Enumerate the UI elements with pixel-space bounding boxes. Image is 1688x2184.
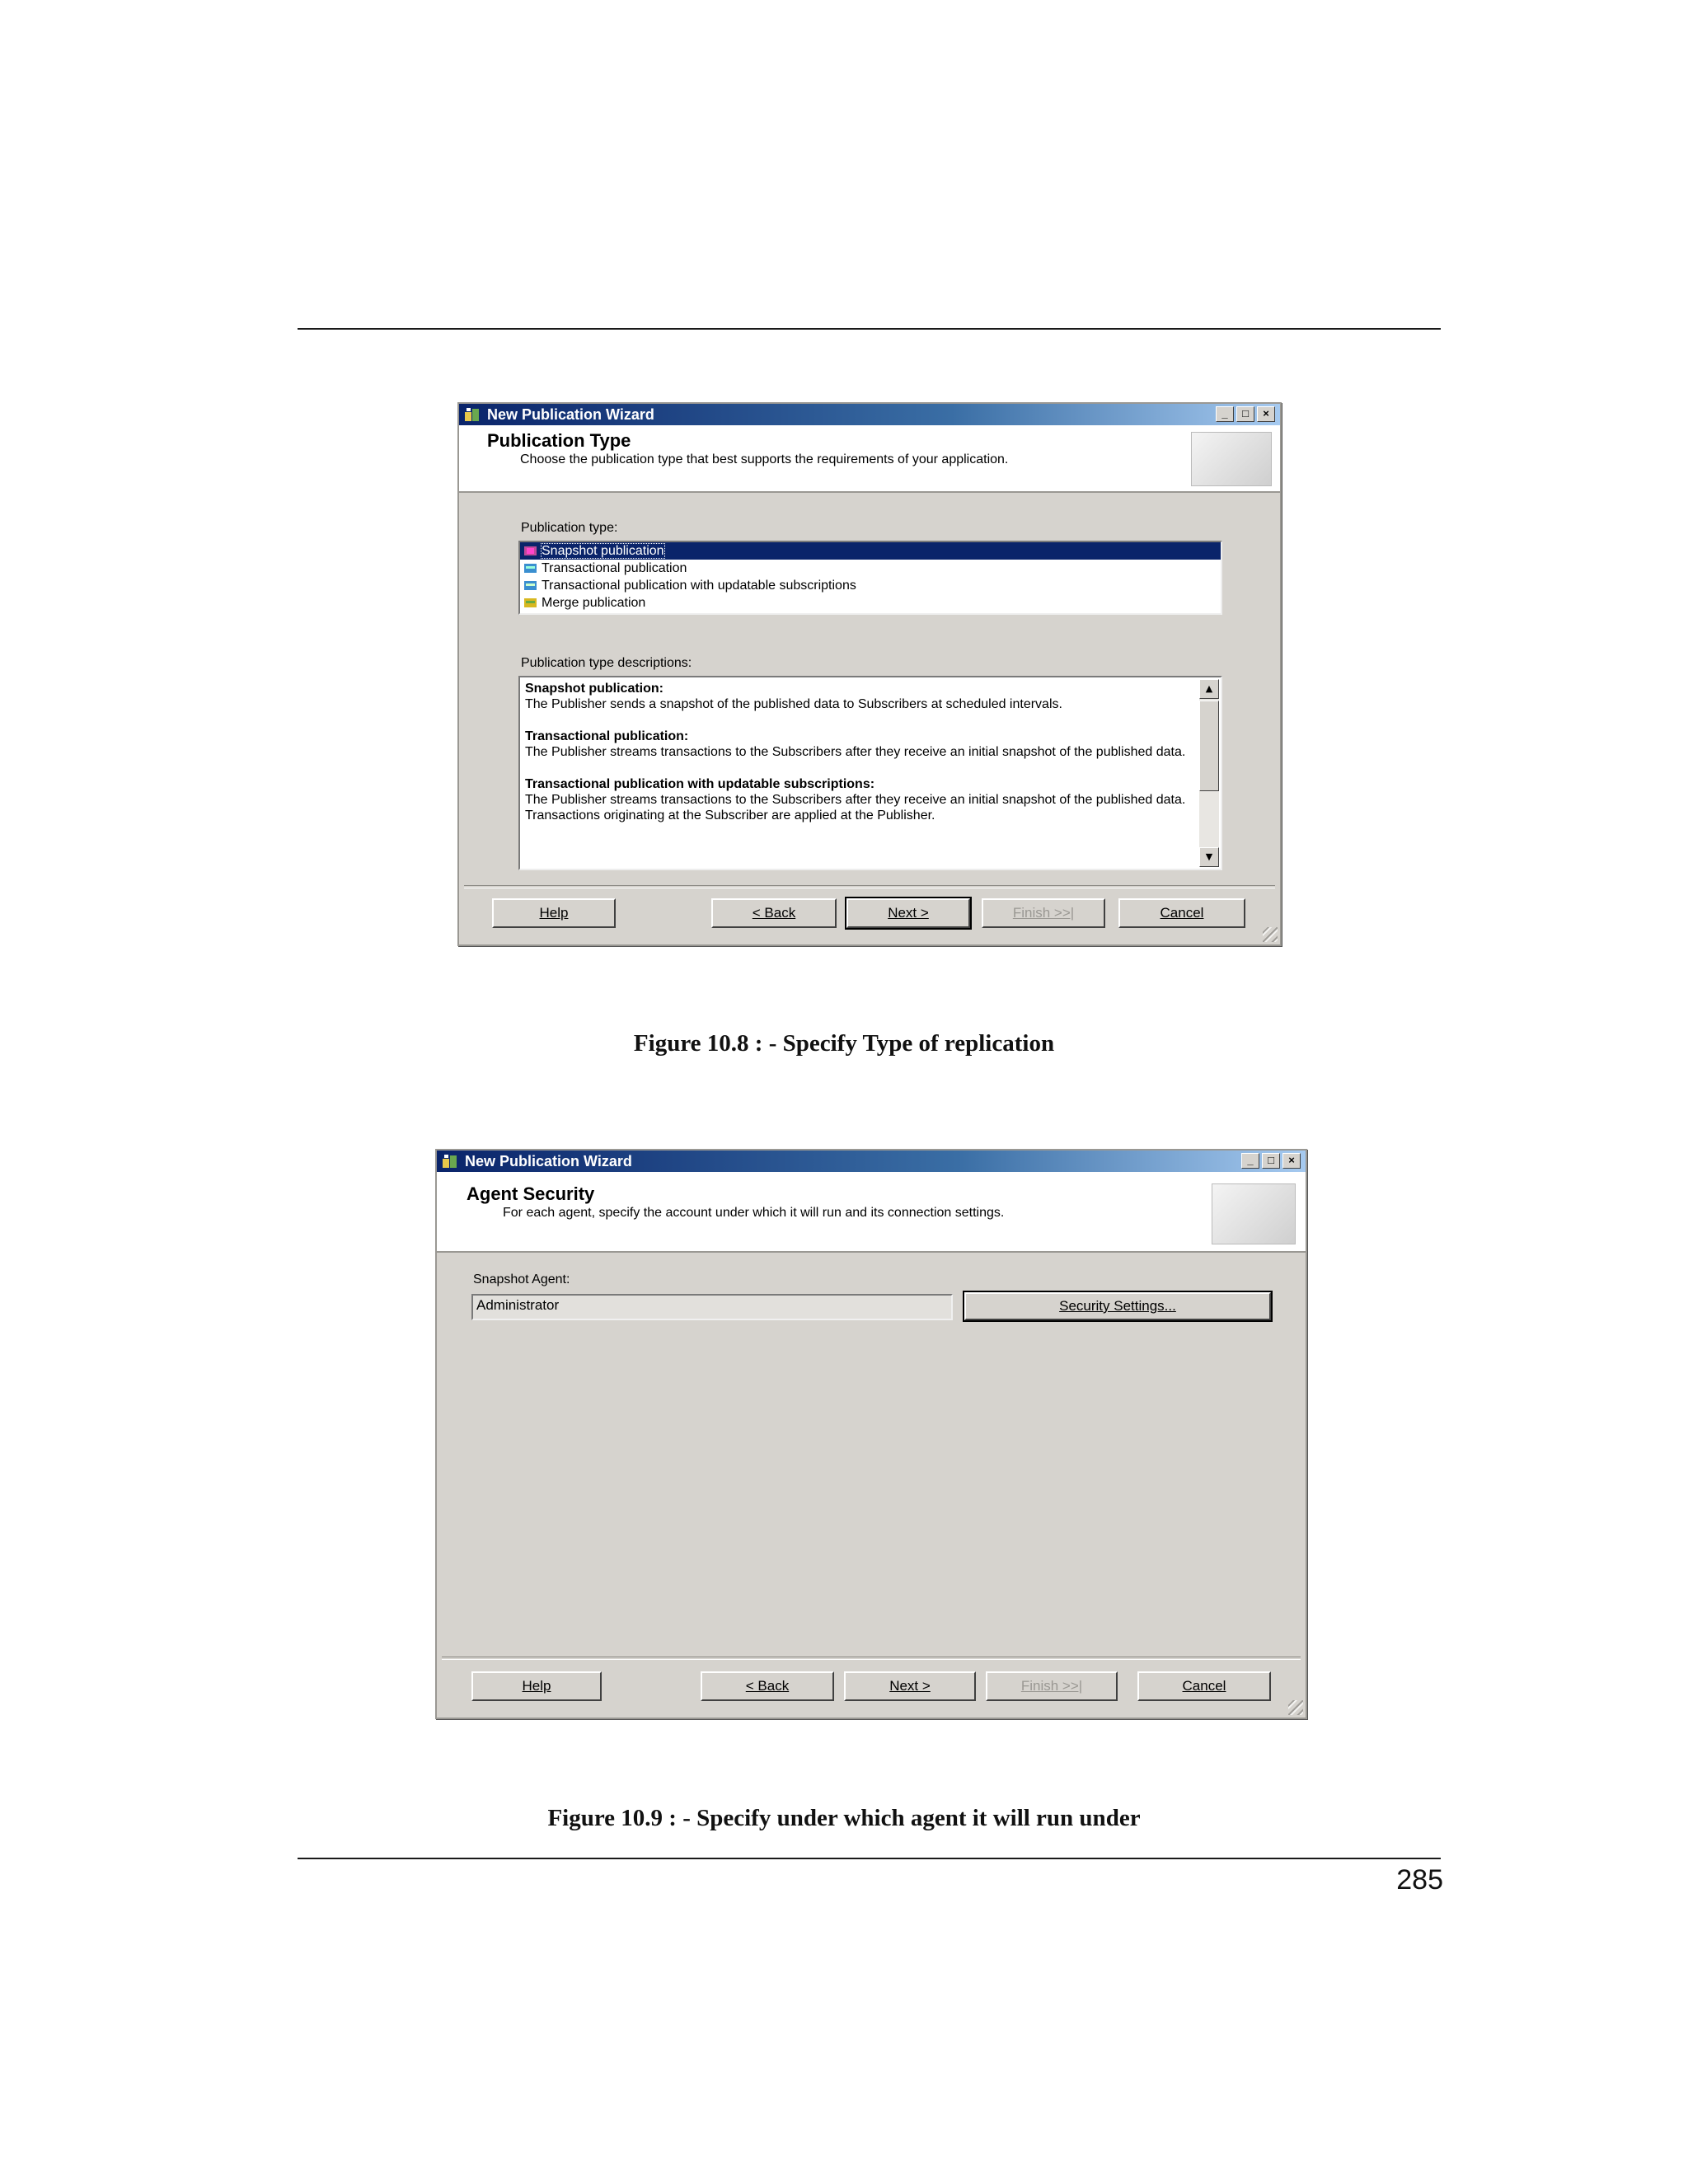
scroll-thumb[interactable] bbox=[1199, 701, 1219, 791]
wizard-header-graphic bbox=[1191, 432, 1272, 486]
updatable-subscriptions-icon bbox=[524, 580, 537, 591]
security-settings-button[interactable]: Security Settings... bbox=[964, 1292, 1271, 1320]
next-button[interactable]: Next > bbox=[844, 1671, 976, 1701]
wizard-app-icon bbox=[442, 1154, 458, 1169]
close-icon[interactable]: × bbox=[1282, 1153, 1301, 1169]
list-item[interactable]: Transactional publication bbox=[520, 560, 1221, 577]
page-title: Publication Type bbox=[487, 430, 631, 451]
finish-button[interactable]: Finish >>| bbox=[982, 898, 1105, 928]
transactional-icon bbox=[524, 563, 537, 574]
figure-caption: Figure 10.8 : - Specify Type of replication bbox=[633, 1030, 1055, 1057]
help-button[interactable]: Help bbox=[492, 898, 616, 928]
page-title: Agent Security bbox=[467, 1183, 595, 1204]
list-item[interactable]: Snapshot publication bbox=[520, 542, 1221, 560]
page-number: 285 bbox=[1396, 1864, 1443, 1896]
figure-caption: Figure 10.9 : - Specify under which agent it will run under bbox=[547, 1805, 1141, 1831]
description-title: Transactional publication with updatable subscriptions: bbox=[525, 777, 875, 791]
wizard-header bbox=[459, 425, 1280, 493]
minimize-icon[interactable]: _ bbox=[1216, 406, 1234, 422]
resize-grip-icon[interactable] bbox=[1288, 1700, 1303, 1715]
bottom-rule bbox=[298, 1858, 1441, 1859]
minimize-icon[interactable]: _ bbox=[1241, 1153, 1259, 1169]
button-separator bbox=[464, 885, 1275, 888]
wizard-header bbox=[437, 1172, 1306, 1253]
wizard-app-icon bbox=[464, 407, 481, 422]
descriptions-box[interactable] bbox=[518, 676, 1222, 870]
maximize-icon[interactable]: □ bbox=[1236, 406, 1254, 422]
list-item[interactable]: Transactional publication with updatable subscriptions bbox=[520, 577, 1221, 594]
page-description: Choose the publication type that best supports the requirements of your application. bbox=[520, 452, 1009, 466]
description-text: The Publisher streams transactions to the Subscribers after they receive an initial snapshot of the published data. Transactions originating at the Subscriber are applied at the Publisher. bbox=[525, 793, 1186, 823]
next-button[interactable]: Next > bbox=[846, 898, 970, 928]
merge-icon bbox=[524, 598, 537, 608]
help-button[interactable]: Help bbox=[471, 1671, 602, 1701]
description-text: The Publisher sends a snapshot of the published data to Subscribers at scheduled intervals. bbox=[525, 697, 1062, 711]
finish-button[interactable]: Finish >>| bbox=[986, 1671, 1118, 1701]
publication-type-label: Publication type: bbox=[521, 521, 618, 535]
scroll-up-icon[interactable]: ▲ bbox=[1199, 679, 1219, 699]
description-title: Transactional publication: bbox=[525, 729, 689, 743]
top-rule bbox=[298, 328, 1441, 330]
back-button[interactable]: < Back bbox=[711, 898, 837, 928]
window-title: New Publication Wizard bbox=[487, 406, 654, 423]
descriptions-label: Publication type descriptions: bbox=[521, 656, 692, 670]
snapshot-agent-label: Snapshot Agent: bbox=[473, 1272, 570, 1286]
snapshot-icon bbox=[524, 546, 537, 556]
cancel-button[interactable]: Cancel bbox=[1137, 1671, 1271, 1701]
close-icon[interactable]: × bbox=[1257, 406, 1275, 422]
wizard-header-graphic bbox=[1212, 1183, 1296, 1244]
list-item[interactable]: Merge publication bbox=[520, 594, 1221, 612]
window-title: New Publication Wizard bbox=[465, 1153, 632, 1169]
back-button[interactable]: < Back bbox=[701, 1671, 834, 1701]
button-separator bbox=[442, 1657, 1301, 1660]
wizard-window-agent-security bbox=[435, 1149, 1307, 1719]
wizard-window-publication-type bbox=[457, 402, 1282, 946]
description-title: Snapshot publication: bbox=[525, 682, 663, 696]
maximize-icon[interactable]: □ bbox=[1262, 1153, 1280, 1169]
description-text: The Publisher streams transactions to the Subscribers after they receive an initial snapshot of the published data. bbox=[525, 745, 1186, 759]
snapshot-agent-field: Administrator bbox=[471, 1294, 953, 1320]
resize-grip-icon[interactable] bbox=[1263, 927, 1278, 942]
cancel-button[interactable]: Cancel bbox=[1118, 898, 1245, 928]
title-bar[interactable] bbox=[437, 1151, 1306, 1172]
publication-type-list[interactable] bbox=[518, 541, 1222, 615]
scroll-down-icon[interactable]: ▼ bbox=[1199, 847, 1219, 867]
page-description: For each agent, specify the account under which it will run and its connection settings. bbox=[503, 1206, 1005, 1220]
vertical-scrollbar[interactable] bbox=[1199, 679, 1219, 867]
title-bar[interactable] bbox=[459, 404, 1280, 425]
